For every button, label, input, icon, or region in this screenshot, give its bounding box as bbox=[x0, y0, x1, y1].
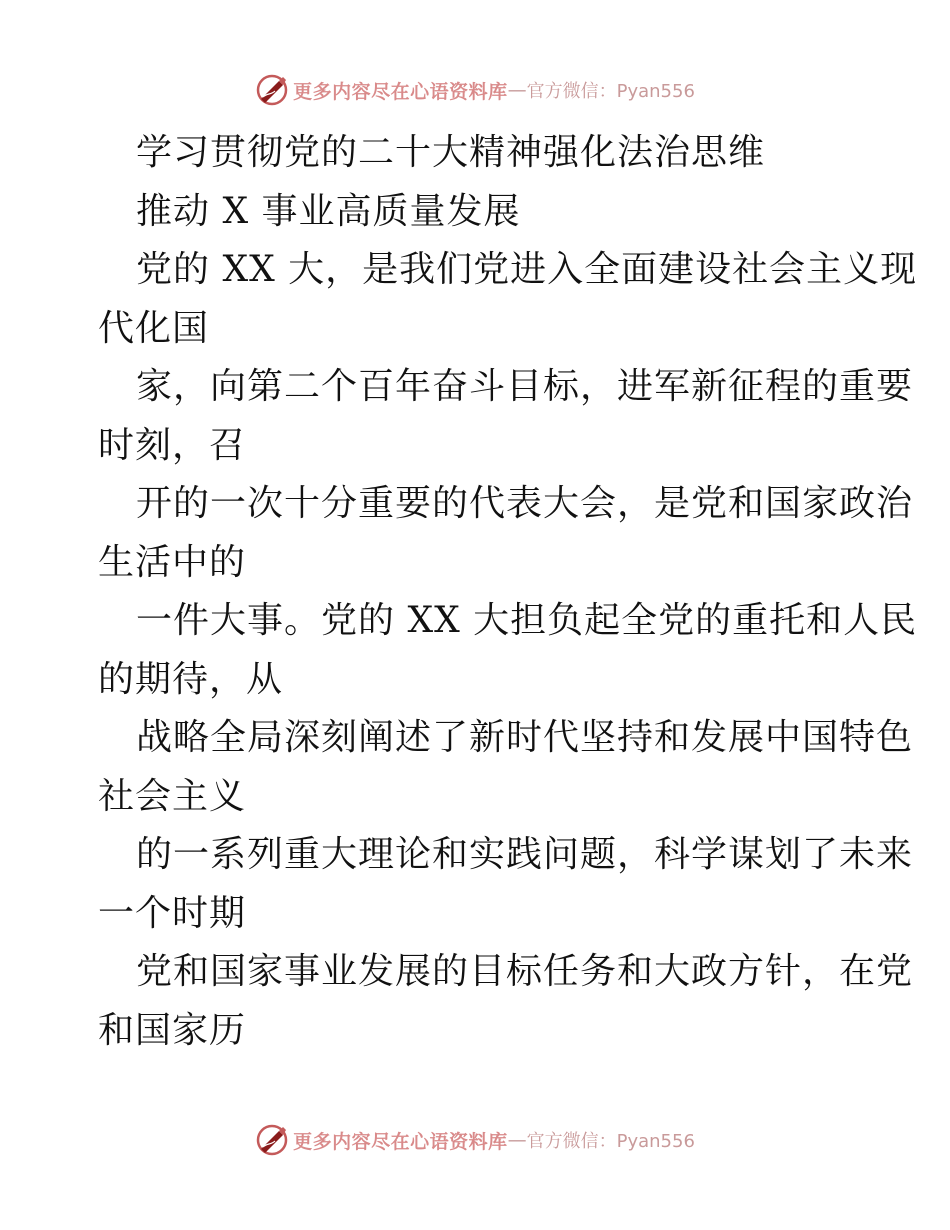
paragraph-line: 社会主义 bbox=[98, 775, 247, 817]
paragraph-line: 党的 XX 大，是我们党进入全面建设社会主义现 bbox=[136, 249, 918, 290]
header-separator: — bbox=[507, 79, 527, 101]
footer-site-name: 更多内容尽在心语资料库 bbox=[293, 1130, 508, 1153]
paragraph-line: 党和国家事业发展的目标任务和大政方针，在党 bbox=[136, 951, 914, 992]
header-watermark bbox=[0, 70, 950, 110]
title-line-1: 学习贯彻党的二十大精神强化法治思维 bbox=[136, 132, 766, 173]
paragraph-line: 和国家历 bbox=[98, 1009, 247, 1051]
paragraph-line: 时刻，召 bbox=[98, 424, 247, 466]
paragraph-line: 的期待，从 bbox=[98, 658, 284, 700]
paragraph-line: 开的一次十分重要的代表大会，是党和国家政治 bbox=[136, 483, 914, 524]
paragraph-line: 生活中的 bbox=[98, 541, 247, 583]
footer-watermark bbox=[0, 1120, 950, 1160]
paragraph-line: 一个时期 bbox=[98, 892, 247, 934]
paragraph-line: 的一系列重大理论和实践问题，科学谋划了未来 bbox=[136, 834, 914, 875]
pen-logo-icon bbox=[255, 1123, 289, 1157]
header-wechat: 官方微信：Pyan556 bbox=[526, 81, 695, 102]
footer-wechat: 官方微信：Pyan556 bbox=[526, 1131, 695, 1152]
document-body bbox=[98, 124, 918, 1060]
footer-separator: — bbox=[507, 1129, 527, 1151]
paragraph-line: 一件大事。党的 XX 大担负起全党的重托和人民 bbox=[136, 600, 918, 641]
header-site-name: 更多内容尽在心语资料库 bbox=[293, 80, 508, 103]
title-line-2: 推动 X 事业高质量发展 bbox=[136, 190, 521, 232]
pen-logo-icon bbox=[255, 73, 289, 107]
paragraph-line: 代化国 bbox=[98, 307, 210, 349]
paragraph-line: 家，向第二个百年奋斗目标，进军新征程的重要 bbox=[136, 366, 914, 407]
paragraph-line: 战略全局深刻阐述了新时代坚持和发展中国特色 bbox=[136, 717, 914, 758]
